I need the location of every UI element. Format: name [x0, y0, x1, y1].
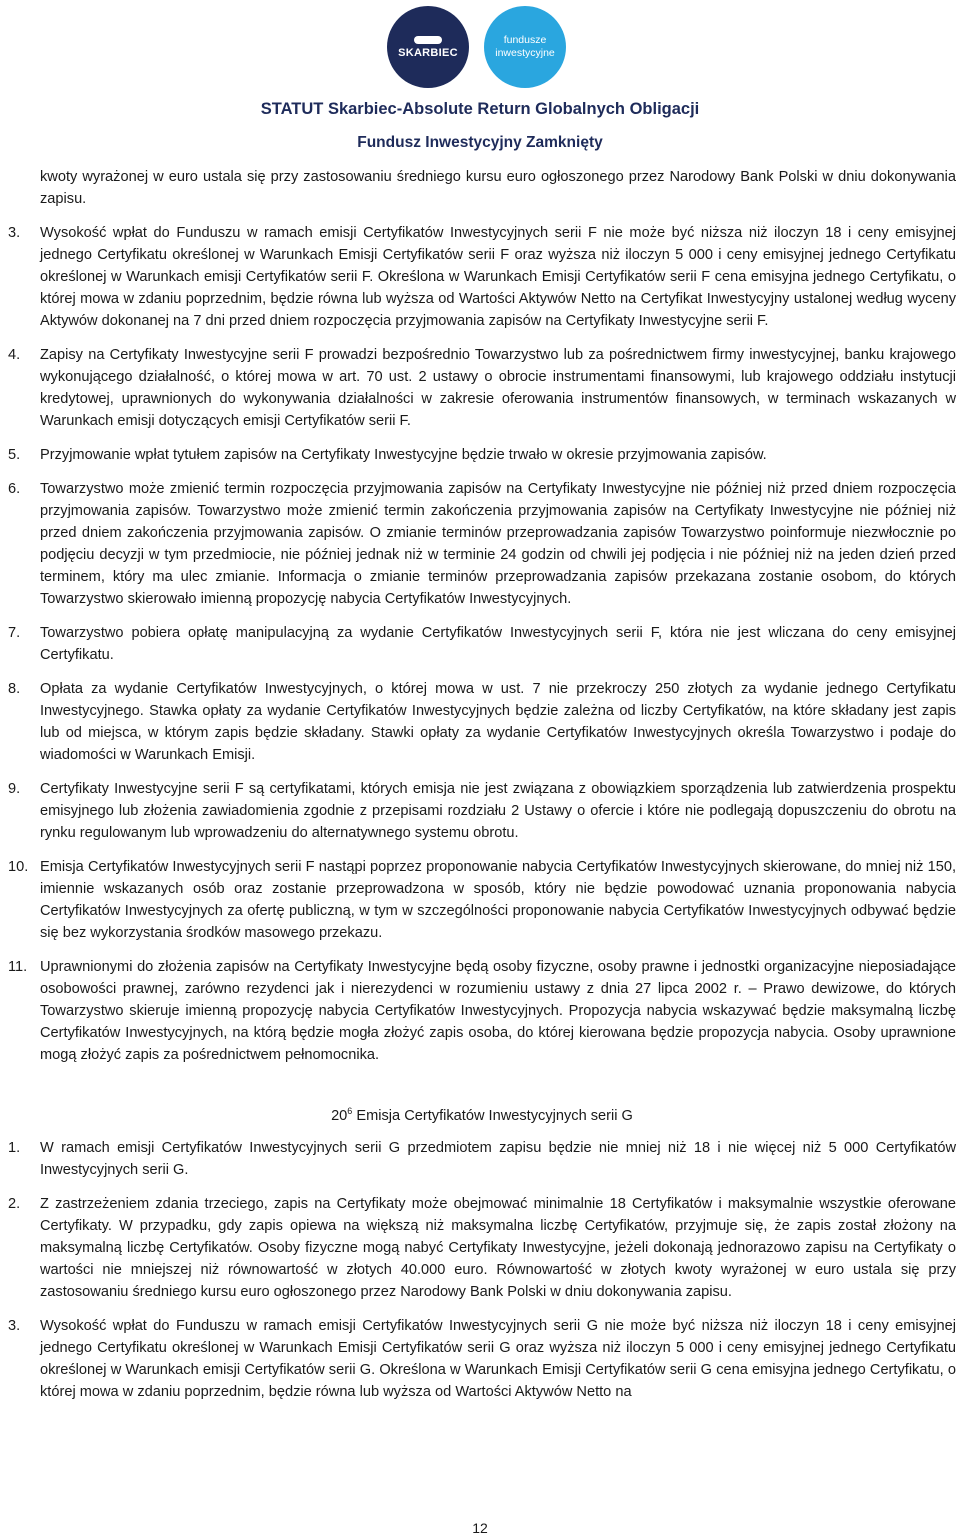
paragraph-number: 9.: [8, 781, 21, 797]
paragraph-number: 5.: [8, 447, 21, 463]
numbered-paragraph: [8, 1315, 956, 1403]
paragraph-number: 4.: [8, 347, 21, 363]
numbered-paragraph: [8, 1137, 956, 1181]
paragraph-text: Wysokość wpłat do Funduszu w ramach emisji Certyfikatów Inwestycyjnych serii F nie może być niższa niż iloczyn 18 i ceny emisyjnej jednego Certyfikatu określonej w Warunkach Emisji Certyfikatów serii F oraz wyższa niż iloczyn 5 000 i ceny emisyjnej jednego Certyfikatu określonej w Warunkach emisji Certyfikatów serii F. Określona w Warunkach Emisji Certyfikatów serii F cena emisyjna jednego Certyfikatu, o której mowa w zdaniu poprzednim, będzie równa lub wyższa od Wartości Aktywów Netto na Certyfikat Inwestycyjny ustalonej według wyceny Aktywów dokonanej na 7 dni przed dniem rozpoczęcia przyjmowania zapisów na Certyfikaty Inwestycyjne serii F.: [40, 225, 956, 329]
numbered-paragraph: [8, 622, 956, 666]
paragraph-text: Towarzystwo pobiera opłatę manipulacyjną za wydanie Certyfikatów Inwestycyjnych serii F, która nie jest wliczana do ceny emisyjnej Certyfikatu.: [40, 625, 956, 663]
paragraph-number: 11.: [8, 959, 28, 975]
numbered-paragraph: [8, 1193, 956, 1303]
page-number: 12: [472, 1520, 488, 1536]
document-subtitle: Fundusz Inwestycyjny Zamknięty: [357, 134, 603, 151]
heading-title: Emisja Certyfikatów Inwestycyjnych serii G: [352, 1107, 633, 1124]
skarbiec-logo: [387, 6, 469, 88]
document-body: [8, 166, 956, 1415]
paragraph-text: Certyfikaty Inwestycyjne serii F są certyfikatami, których emisja nie jest związana z obowiązkiem sporządzenia lub zatwierdzenia prospektu emisyjnego lub złożenia zawiadomienia zgodnie z przepisami rozdziału 2 Ustawy o ofercie i które nie podlegają dopuszczeniu do obrotu na rynku regulowanym lub wprowadzeniu do alternatywnego systemu obrotu.: [40, 781, 956, 841]
section-f-list: [8, 222, 956, 1066]
paragraph-number: 10.: [8, 859, 29, 875]
continuation-text: kwoty wyrażonej w euro ustala się przy zastosowaniu średniego kursu euro ogłoszonego przez Narodowy Bank Polski w dniu dokonywania zapisu.: [40, 169, 956, 207]
document-title: STATUT Skarbiec-Absolute Return Globalnych Obligacji: [260, 100, 700, 118]
numbered-paragraph: [8, 678, 956, 766]
numbered-paragraph: [8, 778, 956, 844]
heading-number: 20: [331, 1107, 348, 1124]
paragraph-number: 8.: [8, 681, 21, 697]
logo-mark-icon: [414, 36, 442, 44]
logo-right-line2: inwestycyjne: [495, 47, 555, 59]
numbered-paragraph: [8, 344, 956, 432]
page-header: [0, 0, 960, 160]
numbered-paragraph: [8, 478, 956, 610]
heading-footnote-ref: 6: [347, 1106, 353, 1116]
paragraph-text: Uprawnionymi do złożenia zapisów na Certyfikaty Inwestycyjne będą osoby fizyczne, osoby prawne i jednostki organizacyjne nieposiadające osobowości prawnej, zarówno rezydenci jak i nierezydenci w rozumieniu ustawy z dnia 27 lipca 2002 r. – Prawo dewizowe, do których Towarzystwo skieruje imienną propozycję nabycia Certyfikatów Inwestycyjnych. Propozycja nabycia wskazywać będzie maksymalną liczbę Certyfikatów Inwestycyjnych, na którą będzie mogła złożyć zapis osoba, do której kierowana będzie propozycja nabycia. Osoby uprawnione mogą złożyć zapis za pośrednictwem pełnomocnika.: [40, 959, 956, 1063]
logo-right-line1: fundusze: [503, 34, 547, 46]
logo-left-text: SKARBIEC: [398, 46, 458, 59]
paragraph-number: 1.: [8, 1139, 21, 1156]
paragraph-number: 3.: [8, 225, 21, 241]
section-heading: [8, 1100, 956, 1127]
paragraph-text: Towarzystwo może zmienić termin rozpoczęcia przyjmowania zapisów na Certyfikaty Inwestycyjne nie później niż przed dniem rozpoczęcia przyjmowania zapisów. Towarzystwo może zmienić termin zakończenia przyjmowania zapisów na Certyfikaty Inwestycyjne nie później niż przed dniem zakończenia przyjmowania zapisów. O zmianie terminów przeprowadzania zapisów Towarzystwo poinformuje niezwłocznie po podjęciu decyzji w tym przedmiocie, nie później jednak niż w terminie 24 godzin od chwili jej podjęcia i nie później niż na jeden dzień przed terminem, który ma ulec zmianie. Informacja o zmianie terminów przeprowadzania zapisów przekazana zostanie osobom, do których Towarzystwo skierowało imienną propozycję nabycia Certyfikatów Inwestycyjnych.: [40, 481, 956, 607]
paragraph-number: 6.: [8, 481, 21, 497]
fundusze-logo: [484, 6, 566, 88]
paragraph-text: Emisja Certyfikatów Inwestycyjnych serii F nastąpi poprzez proponowanie nabycia Certyfikatów Inwestycyjnych skierowane, do mniej niż 150, imiennie wskazanych osób oraz zostanie przeprowadzona w sposób, który nie będzie powodować uznania proponowania nabycia Certyfikatów Inwestycyjnych za ofertę publiczną, w tym w szczególności proponowanie nabycia Certyfikatów Inwestycyjnych odbywać będzie się bez wykorzystania środków masowego przekazu.: [40, 859, 956, 941]
section-g-list: [8, 1137, 956, 1403]
paragraph-text: Opłata za wydanie Certyfikatów Inwestycyjnych, o której mowa w ust. 7 nie przekroczy 250 złotych za wydanie jednego Certyfikatu Inwestycyjnego. Stawka opłaty za wydanie Certyfikatów Inwestycyjnych będzie zależna od liczby Certyfikatów, na które składany jest zapis lub od miejsca, w którym zapis będzie składany. Stawki opłaty za wydanie Certyfikatów Inwestycyjnych określa Towarzystwo i podaje do wiadomości w Warunkach Emisji.: [40, 681, 956, 763]
paragraph-number: 7.: [8, 625, 21, 641]
paragraph-text: Zapisy na Certyfikaty Inwestycyjne serii F prowadzi bezpośrednio Towarzystwo lub za pośrednictwem firmy inwestycyjnej, banku krajowego wykonującego działalność, o której mowa w art. 70 ust. 2 ustawy o obrocie instrumentami finansowymi, lub krajowego oddziału instytucji kredytowej, uprawnionych do wykonywania działalności w zakresie oferowania instrumentów finansowych, w terminach wskazanych w Warunkach emisji dotyczących emisji Certyfikatów serii F.: [40, 347, 956, 429]
numbered-paragraph: [8, 956, 956, 1066]
paragraph-text: W ramach emisji Certyfikatów Inwestycyjnych serii G przedmiotem zapisu będzie nie mniej niż 18 i nie więcej niż 5 000 Certyfikatów Inwestycyjnych serii G.: [40, 1139, 956, 1178]
paragraph-number: 3.: [8, 1317, 21, 1334]
paragraph-number: 2.: [8, 1195, 21, 1212]
paragraph-text: Przyjmowanie wpłat tytułem zapisów na Certyfikaty Inwestycyjne będzie trwało w okresie przyjmowania zapisów.: [40, 447, 767, 463]
paragraph-text: Wysokość wpłat do Funduszu w ramach emisji Certyfikatów Inwestycyjnych serii G nie może być niższa niż iloczyn 18 i ceny emisyjnej jednego Certyfikatu określonej w Warunkach Emisji Certyfikatów serii G oraz wyższa niż iloczyn 5 000 i ceny emisyjnej jednego Certyfikatu określonej w Warunkach emisji Certyfikatów serii G. Określona w Warunkach Emisji Certyfikatów serii G cena emisyjna jednego Certyfikatu, o której mowa w zdaniu poprzednim, będzie równa lub wyższa od Wartości Aktywów Netto na: [40, 1317, 956, 1400]
numbered-paragraph: [8, 444, 956, 466]
paragraph-text: Z zastrzeżeniem zdania trzeciego, zapis na Certyfikaty może obejmować minimalnie 18 Certyfikatów i maksymalnie wszystkie oferowane Certyfikaty. W przypadku, gdy zapis opiewa na większą niż maksymalna liczbę Certyfikatów, przyjmuje się, że zapis został złożony na maksymalną liczbę Certyfikatów. Osoby fizyczne mogą nabyć Certyfikaty Inwestycyjne, jeżeli dokonają jednorazowo zapisu na Certyfikaty o wartości nie mniejszej niż równowartość w złotych 40.000 euro. Równowartość w złotych kwoty wyrażonej w euro ustala się przy zastosowaniu średniego kursu euro ogłoszonego przez Narodowy Bank Polski w dniu dokonywania zapisu.: [40, 1195, 956, 1300]
numbered-paragraph: [8, 222, 956, 332]
numbered-paragraph: [8, 856, 956, 944]
